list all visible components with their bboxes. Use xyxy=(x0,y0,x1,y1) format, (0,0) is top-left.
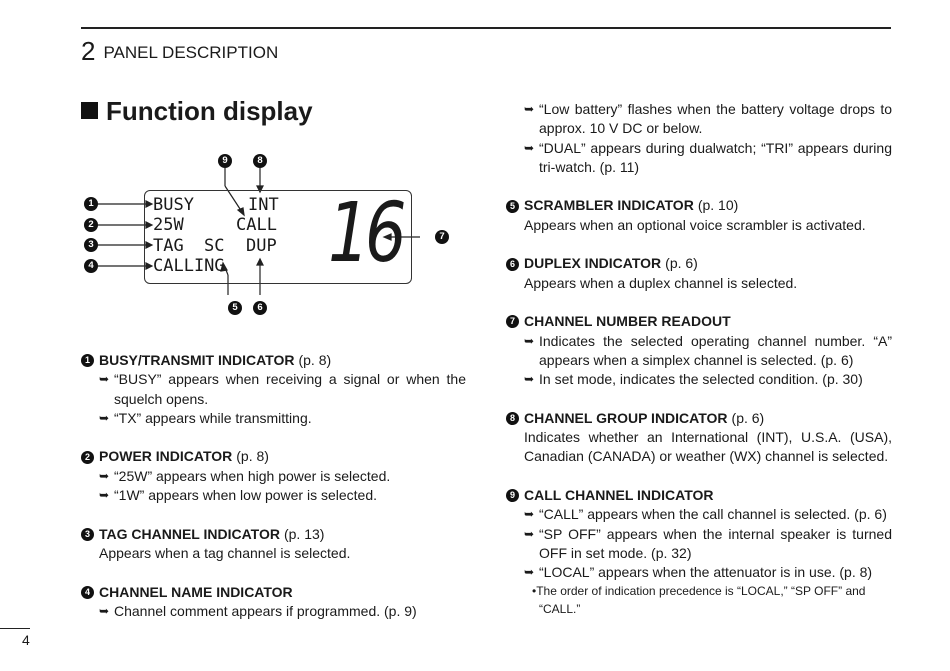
section-header xyxy=(81,36,278,67)
list-item: ➥ “BUSY” appears when receiving a signal or when the squelch opens. xyxy=(99,370,466,409)
number-badge: 8 xyxy=(506,412,519,425)
page-title xyxy=(81,96,313,127)
item-heading-readout xyxy=(506,312,892,331)
item-title: CHANNEL GROUP INDICATOR xyxy=(524,409,728,426)
item-title: TAG CHANNEL INDICATOR xyxy=(99,525,280,542)
list-item: ➥ “DUAL” appears during dualwatch; “TRI” appears during tri-watch. (p. 11) xyxy=(524,139,892,178)
item-heading-call xyxy=(506,486,892,505)
callout-badge-2: 2 xyxy=(84,218,98,232)
square-bullet-icon xyxy=(81,102,98,119)
left-column xyxy=(81,351,466,621)
list-item: ➥ Channel comment appears if programmed. (p. 9) xyxy=(99,602,466,621)
item-title: DUPLEX INDICATOR xyxy=(524,255,662,272)
item-text: Appears when a tag channel is selected. xyxy=(99,544,351,561)
number-badge: 9 xyxy=(506,489,519,502)
page-ref: (p. 10) xyxy=(697,197,739,214)
item-heading-duplex xyxy=(506,254,892,273)
lcd-diagram xyxy=(80,150,445,320)
page-ref: (p. 6) xyxy=(731,409,765,426)
right-column xyxy=(506,100,892,618)
arrow-icon: ➥ xyxy=(99,468,110,483)
item-heading-name xyxy=(81,583,466,602)
lcd-busy: BUSY xyxy=(153,195,194,215)
item-heading-tag xyxy=(81,525,466,544)
item-text: Indicates whether an International (INT), U.S.A. (USA), Canadian (CANADA) or weather (WX) channel is selected. xyxy=(524,429,892,465)
arrow-icon: ➥ xyxy=(524,526,535,541)
page-ref: (p. 8) xyxy=(298,352,332,368)
page-number: 4 xyxy=(0,628,30,648)
lcd-25w: 25W xyxy=(153,215,184,235)
item-heading-scrambler xyxy=(506,196,892,215)
note-text: •The order of indication precedence is “LOCAL,” “SP OFF” and “CALL.” xyxy=(532,584,866,617)
page-ref: (p. 6) xyxy=(665,255,698,272)
item-heading-group xyxy=(506,409,892,428)
arrow-icon: ➥ xyxy=(524,507,535,522)
number-badge: 4 xyxy=(81,586,94,599)
list-item: ➥ “Low battery” flashes when the battery voltage drops to approx. 10 V DC or below. xyxy=(524,100,892,139)
lcd-int: INT xyxy=(248,195,279,215)
lcd-calling: CALLING xyxy=(153,256,225,276)
list-item: ➥ “1W” appears when low power is selected. xyxy=(99,486,466,505)
callout-badge-3: 3 xyxy=(84,238,98,252)
page-ref: (p. 8) xyxy=(236,448,269,465)
item-heading-power xyxy=(81,447,466,466)
lcd-tag: TAG xyxy=(153,236,184,256)
number-badge: 1 xyxy=(81,354,94,367)
page-title-text: Function display xyxy=(106,96,313,126)
lcd-dup: DUP xyxy=(246,236,277,256)
section-title: PANEL DESCRIPTION xyxy=(103,43,279,62)
lcd-sc: SC xyxy=(204,236,225,256)
item-text: Appears when a duplex channel is selected. xyxy=(524,274,798,291)
arrow-icon: ➥ xyxy=(99,410,110,425)
top-rule xyxy=(81,27,891,29)
item-heading-busy xyxy=(81,351,466,370)
arrow-icon: ➥ xyxy=(99,372,110,387)
item-title: CALL CHANNEL INDICATOR xyxy=(524,486,714,503)
list-item: ➥ “SP OFF” appears when the internal speaker is turned OFF in set mode. (p. 32) xyxy=(524,525,892,564)
list-item: ➥ “CALL” appears when the call channel is selected. (p. 6) xyxy=(524,505,892,524)
section-number: 2 xyxy=(81,36,96,66)
number-badge: 6 xyxy=(506,258,519,271)
lcd-channel-number: 16 xyxy=(328,186,402,281)
item-text: Appears when an optional voice scrambler is activated. xyxy=(524,216,866,233)
arrow-icon: ➥ xyxy=(524,565,535,580)
arrow-icon: ➥ xyxy=(524,372,535,387)
number-badge: 7 xyxy=(506,315,519,328)
callout-badge-5: 5 xyxy=(228,301,242,315)
list-item: ➥ Indicates the selected operating channel number. “A” appears when a simplex channel is selected. (p. 6) xyxy=(524,332,892,371)
list-item: ➥ In set mode, indicates the selected condition. (p. 30) xyxy=(524,370,892,389)
callout-badge-1: 1 xyxy=(84,197,98,211)
page-ref: (p. 13) xyxy=(283,525,325,542)
lcd-call: CALL xyxy=(236,215,277,235)
callout-badge-6: 6 xyxy=(253,301,267,315)
list-item: ➥ “LOCAL” appears when the attenuator is in use. (p. 8) xyxy=(524,563,892,582)
arrow-icon: ➥ xyxy=(524,333,535,348)
arrow-icon: ➥ xyxy=(99,603,110,618)
callout-badge-7: 7 xyxy=(435,230,449,244)
arrow-icon: ➥ xyxy=(99,488,110,503)
item-title: CHANNEL NAME INDICATOR xyxy=(99,583,293,600)
callout-badge-4: 4 xyxy=(84,259,98,273)
number-badge: 5 xyxy=(506,200,519,213)
arrow-icon: ➥ xyxy=(524,140,535,155)
item-title: BUSY/TRANSMIT INDICATOR xyxy=(99,352,295,368)
arrow-icon: ➥ xyxy=(524,102,535,116)
number-badge: 3 xyxy=(81,528,94,541)
callout-badge-8: 8 xyxy=(253,154,267,168)
item-title: SCRAMBLER INDICATOR xyxy=(524,197,694,214)
item-title: CHANNEL NUMBER READOUT xyxy=(524,313,731,330)
number-badge: 2 xyxy=(81,451,94,464)
list-item: ➥ “25W” appears when high power is selected. xyxy=(99,467,466,486)
list-item: ➥ “TX” appears while transmitting. xyxy=(99,409,466,428)
callout-badge-9: 9 xyxy=(218,154,232,168)
item-title: POWER INDICATOR xyxy=(99,448,233,465)
